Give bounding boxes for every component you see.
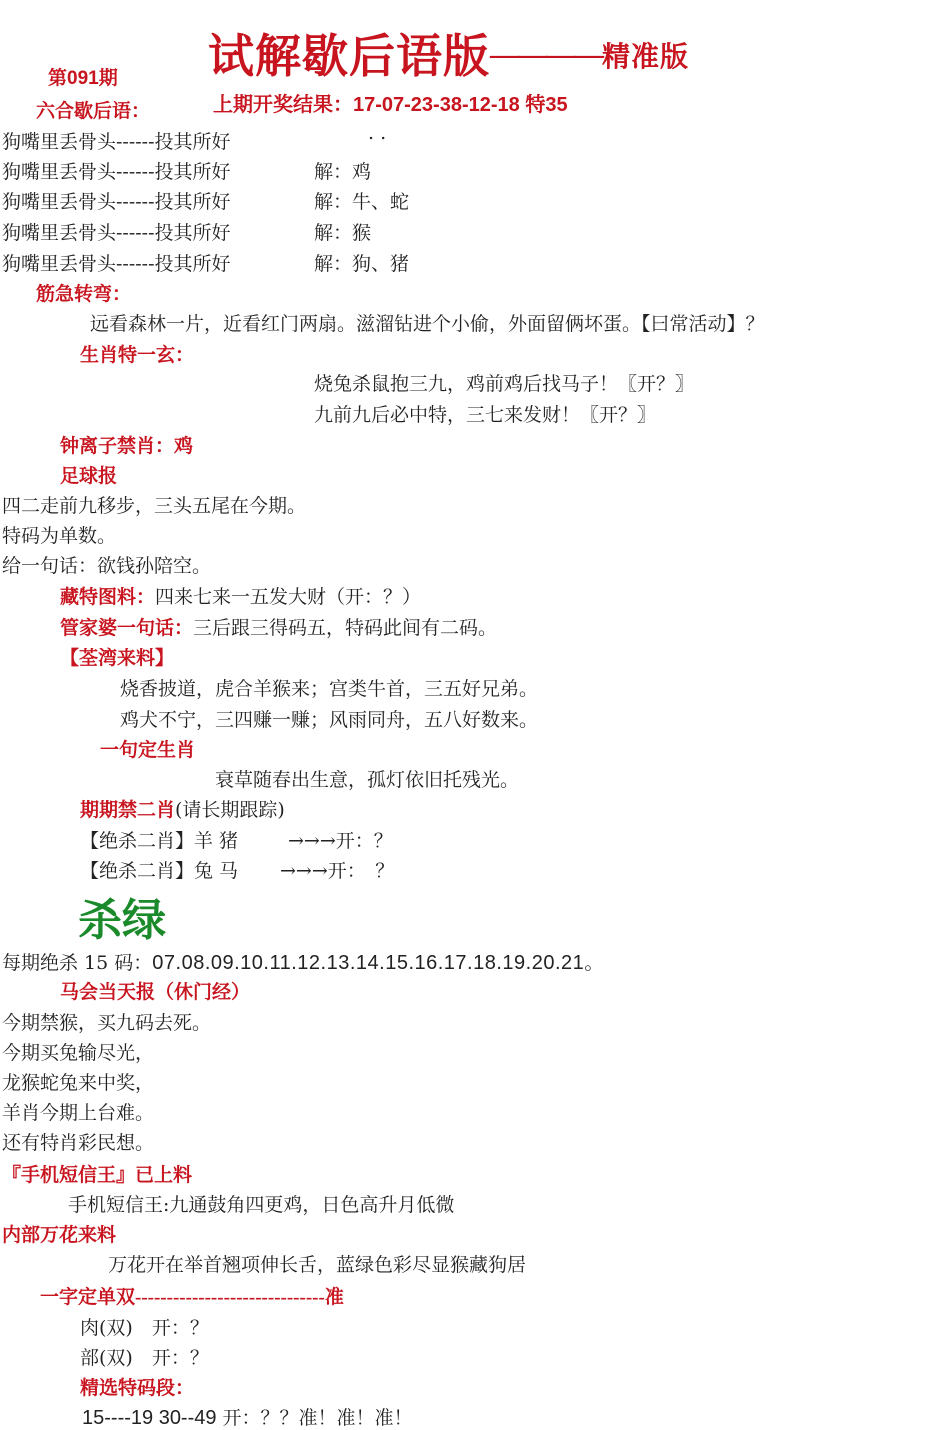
page-title: [208, 20, 689, 86]
shalv-prefix: 每期绝杀 15 码：: [2, 952, 153, 974]
xiehouyu-label: 六合歇后语：: [36, 101, 151, 122]
mahui-label: 马会当天报（休门经）: [60, 982, 251, 1003]
jinerxiao-row: [80, 795, 285, 822]
zhongli-label: 钟离子禁肖：鸡: [60, 436, 194, 457]
last-result: 上期开奖结果：17-07-23-38-12-18 特35: [213, 94, 568, 116]
xiehouyu-answer-2: 解：鸡: [314, 161, 372, 183]
sms-text: 手机短信王:九通鼓角四更鸡，日色高升月低微: [68, 1194, 455, 1216]
xiehouyu-row-2: 狗嘴里丢骨头------投其所好: [2, 161, 231, 183]
sms-label: 『手机短信王』已上料: [2, 1165, 193, 1186]
danshuang-row-1: 肉(双) 开：？: [80, 1317, 209, 1339]
xiehouyu-row-4: 狗嘴里丢骨头------投其所好: [2, 222, 231, 244]
xiehouyu-row-3: 狗嘴里丢骨头------投其所好: [2, 191, 231, 213]
jinerxiao-tag-1: 【绝杀二肖】羊 猪: [80, 830, 239, 852]
xiehouyu-row-5: 狗嘴里丢骨头------投其所好: [2, 253, 231, 275]
yiju-label: 一句定生肖: [100, 740, 196, 761]
issue-number: 第091期: [48, 68, 118, 89]
mahui-line-1: 今期禁猴，买九码去死。: [2, 1012, 212, 1034]
jingxuan-row: [82, 1403, 413, 1430]
guanjia-label: 管家婆一句话：: [60, 618, 194, 639]
yiju-text: 衰草随春出生意，孤灯依旧托残光。: [215, 769, 520, 791]
danshuang-label: 一字定单双------------------------------准: [40, 1287, 344, 1308]
cangte-row: [60, 582, 421, 609]
riddle-text: 远看森林一片，近看红门两扇。滋溜钻进个小偷，外面留俩坏蛋。【曰常活动】？: [90, 313, 765, 335]
quanwan-line-1: 烧香披道，虎合羊猴来；宫类牛首，三五好兄弟。: [120, 678, 539, 700]
wanhua-label: 内部万花来料: [2, 1225, 117, 1246]
danshuang-row-2: 部(双) 开：？: [80, 1347, 209, 1369]
quanwan-label: 【荃湾来料】: [60, 648, 175, 669]
jingxuan-tail: 开：？？准！准！准！: [216, 1407, 413, 1429]
shengxiao-line-2: 九前九后必中特，三七来发财！〖开？〗: [314, 404, 657, 426]
mahui-line-3: 龙猴蛇兔来中奖，: [2, 1072, 155, 1094]
jingxuan-label: 精选特码段：: [80, 1378, 195, 1399]
shalv-row: [2, 946, 605, 975]
football-label: 足球报: [60, 466, 118, 487]
xiehouyu-answer-5: 解：狗、猪: [314, 253, 410, 275]
xiehouyu-answer-4: 解：猴: [314, 222, 372, 244]
jinerxiao-arrow-2: →→→开： ？: [280, 860, 395, 882]
mahui-line-2: 今期买兔输尽光，: [2, 1042, 155, 1064]
quanwan-line-2: 鸡犬不宁，三四赚一赚；风雨同舟，五八好数来。: [120, 709, 539, 731]
jingxuan-range: 15----19 30--49: [82, 1407, 217, 1429]
wanhua-text: 万花开在举首翘项伸长舌，蓝绿色彩尽显猴藏狗居: [108, 1254, 527, 1276]
jinerxiao-arrow-1: →→→开：？: [288, 830, 393, 852]
riddle-label: 筋急转弯：: [36, 284, 132, 305]
jinerxiao-label: 期期禁二肖: [80, 800, 176, 821]
mahui-line-4: 羊肖今期上台难。: [2, 1102, 155, 1124]
cangte-label: 藏特图料：: [60, 587, 156, 608]
football-line-2: 特码为单数。: [2, 525, 117, 547]
title-main: 试解歇后语版: [208, 31, 490, 82]
jinerxiao-tag-2: 【绝杀二肖】兔 马: [80, 860, 239, 882]
football-line-3: 给一句话：欲钱孙陪空。: [2, 555, 212, 577]
xiehouyu-answer-1: . .: [368, 122, 387, 144]
football-line-1: 四二走前九移步，三头五尾在今期。: [2, 495, 307, 517]
xiehouyu-answer-3: 解：牛、蛇: [314, 191, 410, 213]
mahui-line-5: 还有特肖彩民想。: [2, 1132, 155, 1154]
guanjia-row: [60, 613, 497, 640]
title-dash: ————: [490, 38, 602, 71]
shengxiao-label: 生肖特一玄：: [80, 345, 195, 366]
title-sub: 精准版: [602, 42, 690, 73]
shalv-numbers: 07.08.09.10.11.12.13.14.15.16.17.18.19.20.21。: [152, 952, 605, 974]
xiehouyu-row-1: 狗嘴里丢骨头------投其所好: [2, 131, 231, 153]
cangte-text: 四来七来一五发大财（开：？）: [155, 586, 422, 608]
shalv-heading: 杀绿: [78, 896, 166, 945]
jinerxiao-note: (请长期跟踪): [175, 799, 285, 821]
guanjia-text: 三后跟三得码五，特码此间有二码。: [193, 617, 498, 639]
shengxiao-line-1: 烧兔杀鼠抱三九，鸡前鸡后找马子！〖开？〗: [314, 373, 695, 395]
